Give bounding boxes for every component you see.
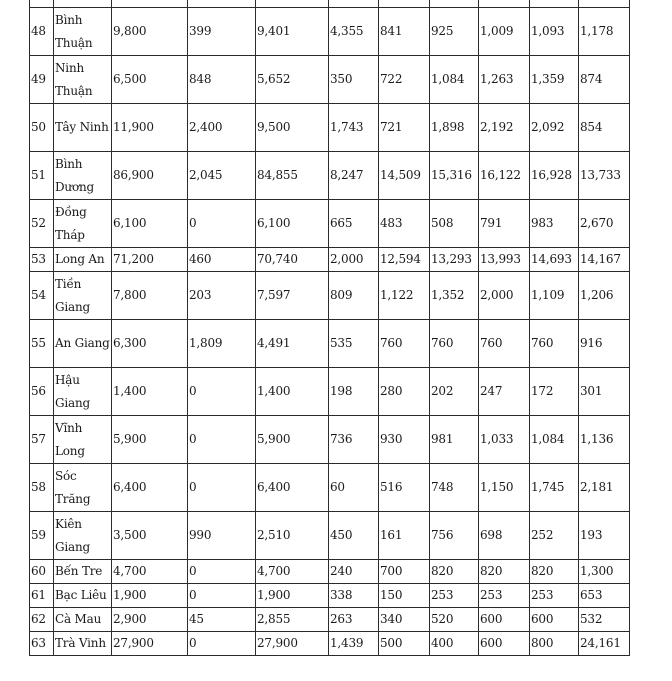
value-cell-7: 247 — [479, 368, 530, 416]
province-name-cell — [54, 0, 112, 8]
province-name-cell: Trà Vinh — [54, 632, 112, 656]
value-cell-4: 1,743 — [329, 104, 379, 152]
value-cell-1: 27,900 — [112, 632, 188, 656]
province-name-cell: Ninh Thuận — [54, 56, 112, 104]
value-cell-8: 800 — [530, 632, 579, 656]
value-cell-6: 981 — [430, 416, 479, 464]
value-cell-7 — [479, 0, 530, 8]
value-cell-7: 1,009 — [479, 8, 530, 56]
value-cell-7: 600 — [479, 632, 530, 656]
row-number-cell: 53 — [30, 248, 54, 272]
value-cell-4: 8,247 — [329, 152, 379, 200]
value-cell-3: 2,855 — [256, 608, 329, 632]
value-cell-7: 760 — [479, 320, 530, 368]
value-cell-1: 6,400 — [112, 464, 188, 512]
row-number-cell: 52 — [30, 200, 54, 248]
value-cell-2: 848 — [188, 56, 256, 104]
value-cell-5: 280 — [379, 368, 430, 416]
table-row — [30, 608, 630, 632]
value-cell-3: 4,700 — [256, 560, 329, 584]
province-name-cell: Bến Tre — [54, 560, 112, 584]
table-row — [30, 320, 630, 368]
value-cell-3: 7,597 — [256, 272, 329, 320]
value-cell-5: 930 — [379, 416, 430, 464]
value-cell-2: 0 — [188, 464, 256, 512]
value-cell-5: 12,594 — [379, 248, 430, 272]
table-row — [30, 0, 630, 8]
row-number-cell: 54 — [30, 272, 54, 320]
province-name-cell: An Giang — [54, 320, 112, 368]
value-cell-1: 11,900 — [112, 104, 188, 152]
value-cell-8: 2,092 — [530, 104, 579, 152]
value-cell-8: 1,084 — [530, 416, 579, 464]
value-cell-9: 1,300 — [579, 560, 630, 584]
value-cell-3 — [256, 0, 329, 8]
value-cell-1: 71,200 — [112, 248, 188, 272]
value-cell-4: 450 — [329, 512, 379, 560]
value-cell-9: 532 — [579, 608, 630, 632]
value-cell-7: 13,993 — [479, 248, 530, 272]
value-cell-4: 338 — [329, 584, 379, 608]
province-name-cell: Bình Dương — [54, 152, 112, 200]
value-cell-4: 4,355 — [329, 8, 379, 56]
value-cell-2: 460 — [188, 248, 256, 272]
value-cell-1: 1,400 — [112, 368, 188, 416]
value-cell-5: 700 — [379, 560, 430, 584]
table-row — [30, 632, 630, 656]
value-cell-7: 2,192 — [479, 104, 530, 152]
row-number-cell: 56 — [30, 368, 54, 416]
table-row — [30, 416, 630, 464]
value-cell-4: 240 — [329, 560, 379, 584]
value-cell-3: 5,900 — [256, 416, 329, 464]
value-cell-2: 0 — [188, 560, 256, 584]
value-cell-4: 535 — [329, 320, 379, 368]
row-number-cell: 49 — [30, 56, 54, 104]
value-cell-6: 400 — [430, 632, 479, 656]
value-cell-3: 27,900 — [256, 632, 329, 656]
value-cell-6: 1,352 — [430, 272, 479, 320]
value-cell-7: 253 — [479, 584, 530, 608]
value-cell-1: 9,800 — [112, 8, 188, 56]
row-number-cell: 61 — [30, 584, 54, 608]
table-row — [30, 8, 630, 56]
value-cell-7: 698 — [479, 512, 530, 560]
value-cell-6: 13,293 — [430, 248, 479, 272]
value-cell-4: 1,439 — [329, 632, 379, 656]
value-cell-6: 253 — [430, 584, 479, 608]
table-row — [30, 584, 630, 608]
province-name-cell: Bạc Liêu — [54, 584, 112, 608]
value-cell-3: 1,900 — [256, 584, 329, 608]
value-cell-3: 6,400 — [256, 464, 329, 512]
value-cell-8: 253 — [530, 584, 579, 608]
value-cell-7: 1,263 — [479, 56, 530, 104]
value-cell-4: 809 — [329, 272, 379, 320]
value-cell-5: 150 — [379, 584, 430, 608]
value-cell-3: 4,491 — [256, 320, 329, 368]
province-name-cell: Vĩnh Long — [54, 416, 112, 464]
row-number-cell: 51 — [30, 152, 54, 200]
value-cell-8: 14,693 — [530, 248, 579, 272]
row-number-cell: 50 — [30, 104, 54, 152]
province-name-cell: Sóc Trăng — [54, 464, 112, 512]
value-cell-6: 520 — [430, 608, 479, 632]
value-cell-2: 399 — [188, 8, 256, 56]
value-cell-4 — [329, 0, 379, 8]
value-cell-8: 16,928 — [530, 152, 579, 200]
row-number-cell: 63 — [30, 632, 54, 656]
value-cell-1: 1,900 — [112, 584, 188, 608]
province-name-cell: Tây Ninh — [54, 104, 112, 152]
value-cell-6: 756 — [430, 512, 479, 560]
value-cell-5: 14,509 — [379, 152, 430, 200]
value-cell-8: 1,359 — [530, 56, 579, 104]
value-cell-5 — [379, 0, 430, 8]
province-name-cell: Tiền Giang — [54, 272, 112, 320]
value-cell-8: 1,745 — [530, 464, 579, 512]
table-row — [30, 272, 630, 320]
value-cell-9: 13,733 — [579, 152, 630, 200]
value-cell-1: 4,700 — [112, 560, 188, 584]
value-cell-4: 2,000 — [329, 248, 379, 272]
value-cell-8: 820 — [530, 560, 579, 584]
value-cell-6: 1,898 — [430, 104, 479, 152]
value-cell-5: 760 — [379, 320, 430, 368]
table-row — [30, 368, 630, 416]
row-number-cell: 58 — [30, 464, 54, 512]
province-name-cell: Cà Mau — [54, 608, 112, 632]
value-cell-9 — [579, 0, 630, 8]
value-cell-6: 508 — [430, 200, 479, 248]
table-row — [30, 104, 630, 152]
value-cell-5: 516 — [379, 464, 430, 512]
row-number-cell: 62 — [30, 608, 54, 632]
value-cell-6: 202 — [430, 368, 479, 416]
value-cell-8: 600 — [530, 608, 579, 632]
row-number-cell: 55 — [30, 320, 54, 368]
value-cell-6: 820 — [430, 560, 479, 584]
value-cell-9: 2,181 — [579, 464, 630, 512]
value-cell-2: 0 — [188, 368, 256, 416]
table-row — [30, 560, 630, 584]
value-cell-1 — [112, 0, 188, 8]
value-cell-3: 9,401 — [256, 8, 329, 56]
value-cell-7: 820 — [479, 560, 530, 584]
value-cell-2: 203 — [188, 272, 256, 320]
value-cell-1: 6,300 — [112, 320, 188, 368]
value-cell-5: 500 — [379, 632, 430, 656]
value-cell-2: 0 — [188, 416, 256, 464]
value-cell-9: 193 — [579, 512, 630, 560]
value-cell-9: 916 — [579, 320, 630, 368]
table-row — [30, 200, 630, 248]
value-cell-1: 6,100 — [112, 200, 188, 248]
value-cell-5: 721 — [379, 104, 430, 152]
value-cell-3: 1,400 — [256, 368, 329, 416]
table-row — [30, 464, 630, 512]
value-cell-3: 84,855 — [256, 152, 329, 200]
row-number-cell — [30, 0, 54, 8]
value-cell-8: 760 — [530, 320, 579, 368]
value-cell-1: 5,900 — [112, 416, 188, 464]
value-cell-6 — [430, 0, 479, 8]
value-cell-7: 600 — [479, 608, 530, 632]
value-cell-5: 1,122 — [379, 272, 430, 320]
table-row — [30, 248, 630, 272]
value-cell-9: 874 — [579, 56, 630, 104]
value-cell-1: 2,900 — [112, 608, 188, 632]
province-name-cell: Đồng Tháp — [54, 200, 112, 248]
province-name-cell: Long An — [54, 248, 112, 272]
value-cell-8: 252 — [530, 512, 579, 560]
value-cell-3: 70,740 — [256, 248, 329, 272]
value-cell-9: 2,670 — [579, 200, 630, 248]
table-row — [30, 152, 630, 200]
province-name-cell: Bình Thuận — [54, 8, 112, 56]
value-cell-8 — [530, 0, 579, 8]
value-cell-4: 60 — [329, 464, 379, 512]
value-cell-9: 1,136 — [579, 416, 630, 464]
value-cell-1: 7,800 — [112, 272, 188, 320]
value-cell-5: 722 — [379, 56, 430, 104]
value-cell-5: 340 — [379, 608, 430, 632]
province-name-cell: Kiên Giang — [54, 512, 112, 560]
value-cell-7: 1,150 — [479, 464, 530, 512]
value-cell-6: 15,316 — [430, 152, 479, 200]
value-cell-2: 2,400 — [188, 104, 256, 152]
value-cell-2: 0 — [188, 632, 256, 656]
value-cell-3: 2,510 — [256, 512, 329, 560]
value-cell-2 — [188, 0, 256, 8]
value-cell-7: 791 — [479, 200, 530, 248]
value-cell-7: 16,122 — [479, 152, 530, 200]
value-cell-7: 1,033 — [479, 416, 530, 464]
value-cell-8: 1,109 — [530, 272, 579, 320]
value-cell-3: 5,652 — [256, 56, 329, 104]
value-cell-9: 24,161 — [579, 632, 630, 656]
value-cell-2: 45 — [188, 608, 256, 632]
value-cell-6: 760 — [430, 320, 479, 368]
value-cell-8: 983 — [530, 200, 579, 248]
row-number-cell: 48 — [30, 8, 54, 56]
value-cell-9: 653 — [579, 584, 630, 608]
value-cell-5: 161 — [379, 512, 430, 560]
province-data-table — [29, 0, 630, 656]
value-cell-4: 665 — [329, 200, 379, 248]
value-cell-9: 14,167 — [579, 248, 630, 272]
value-cell-8: 172 — [530, 368, 579, 416]
value-cell-2: 0 — [188, 584, 256, 608]
value-cell-6: 748 — [430, 464, 479, 512]
table-row — [30, 56, 630, 104]
value-cell-9: 1,206 — [579, 272, 630, 320]
value-cell-4: 736 — [329, 416, 379, 464]
value-cell-2: 1,809 — [188, 320, 256, 368]
value-cell-9: 1,178 — [579, 8, 630, 56]
value-cell-3: 6,100 — [256, 200, 329, 248]
value-cell-5: 841 — [379, 8, 430, 56]
value-cell-2: 990 — [188, 512, 256, 560]
value-cell-8: 1,093 — [530, 8, 579, 56]
value-cell-2: 0 — [188, 200, 256, 248]
value-cell-4: 198 — [329, 368, 379, 416]
province-name-cell: Hậu Giang — [54, 368, 112, 416]
value-cell-9: 301 — [579, 368, 630, 416]
value-cell-3: 9,500 — [256, 104, 329, 152]
table-row — [30, 512, 630, 560]
row-number-cell: 59 — [30, 512, 54, 560]
value-cell-1: 3,500 — [112, 512, 188, 560]
row-number-cell: 57 — [30, 416, 54, 464]
value-cell-1: 86,900 — [112, 152, 188, 200]
value-cell-2: 2,045 — [188, 152, 256, 200]
value-cell-7: 2,000 — [479, 272, 530, 320]
value-cell-1: 6,500 — [112, 56, 188, 104]
value-cell-4: 263 — [329, 608, 379, 632]
value-cell-4: 350 — [329, 56, 379, 104]
value-cell-5: 483 — [379, 200, 430, 248]
value-cell-6: 1,084 — [430, 56, 479, 104]
value-cell-6: 925 — [430, 8, 479, 56]
value-cell-9: 854 — [579, 104, 630, 152]
row-number-cell: 60 — [30, 560, 54, 584]
